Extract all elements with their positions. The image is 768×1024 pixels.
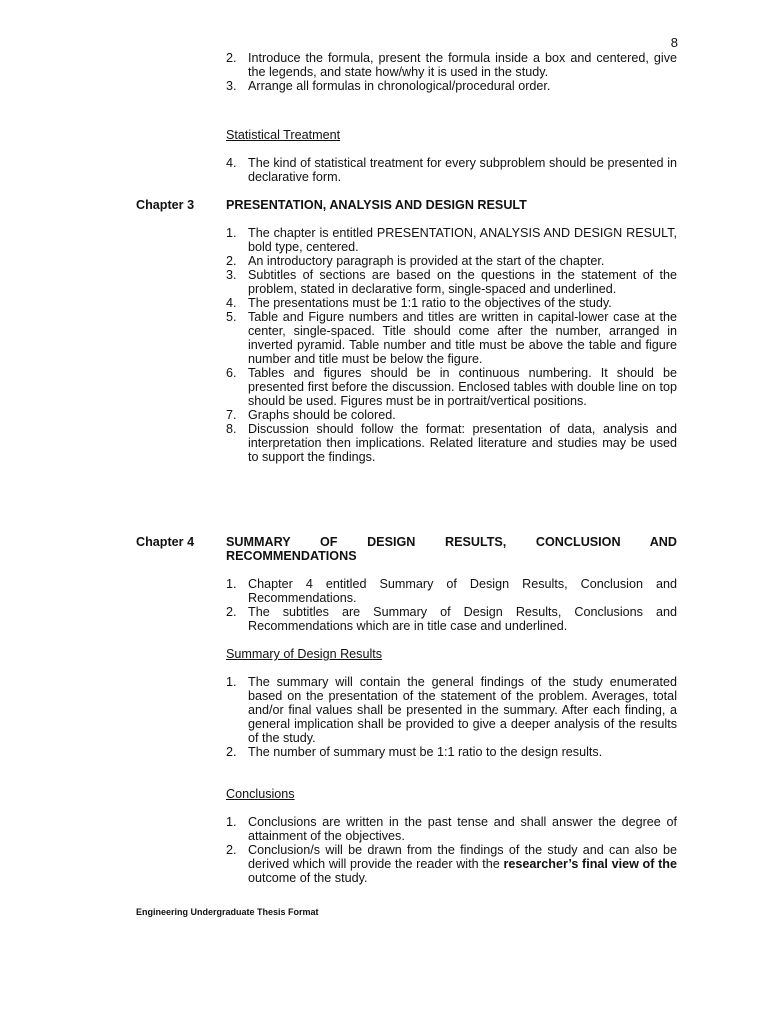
chapter-4-label: Chapter 4 xyxy=(136,535,195,549)
statistical-treatment-list xyxy=(226,156,677,184)
conclusions-heading: Conclusions xyxy=(226,787,295,801)
list-item: 3. Subtitles of sections are based on the questions in the statement of the problem, stated in declarative form, single-spaced and underlined. xyxy=(226,268,677,296)
list-item: 1. Chapter 4 entitled Summary of Design Results, Conclusion and Recommendations. xyxy=(226,577,677,605)
list-item: 1. The chapter is entitled PRESENTATION, ANALYSIS AND DESIGN RESULT, bold type, centered. xyxy=(226,226,677,254)
summary-of-design-results-list xyxy=(226,675,677,759)
list-item: 3. Arrange all formulas in chronological/procedural order. xyxy=(226,79,551,93)
list-item: 8. Discussion should follow the format: presentation of data, analysis and interpretation then implications. Related literature and studies may be used to support the findings. xyxy=(226,422,677,464)
chapter-4-title-line-2: RECOMMENDATIONS xyxy=(226,549,357,563)
list-item: 7. Graphs should be colored. xyxy=(226,408,396,422)
chapter-3-title: PRESENTATION, ANALYSIS AND DESIGN RESULT xyxy=(226,198,527,212)
list-item: 2. Introduce the formula, present the formula inside a box and centered, give the legends, and state how/why it is used in the study. xyxy=(226,51,677,79)
chapter-4-title xyxy=(226,535,677,563)
summary-of-design-results-heading: Summary of Design Results xyxy=(226,647,383,661)
page-number: 8 xyxy=(670,35,678,50)
statistical-treatment-heading: Statistical Treatment xyxy=(226,128,341,142)
list-item: 4. The kind of statistical treatment for every subproblem should be presented in declarative form. xyxy=(226,156,677,184)
list-item: 2. The subtitles are Summary of Design Results, Conclusions and Recommendations which are in title case and underlined. xyxy=(226,605,677,633)
list-item: 5. Table and Figure numbers and titles are written in capital-lower case at the center, single-spaced. Title should come after the number, arranged in inverted pyramid. Table number and title must be above the table and figure number and title must be below the figure. xyxy=(226,310,677,366)
chapter-4-list xyxy=(226,577,677,633)
list-item: 2. An introductory paragraph is provided at the start of the chapter. xyxy=(226,254,605,268)
list-item: 6. Tables and figures should be in continuous numbering. It should be presented first before the discussion. Enclosed tables with double line on top should be used. Figures must be in portrait/vertical positions. xyxy=(226,366,677,408)
list-item: 1. Conclusions are written in the past tense and shall answer the degree of attainment of the objectives. xyxy=(226,815,677,843)
footer: Engineering Undergraduate Thesis Format xyxy=(136,907,319,917)
chapter-4-title-line-1: SUMMARY OF DESIGN RESULTS, CONCLUSION AND xyxy=(226,535,677,549)
list-item: 2. Conclusion/s will be drawn from the findings of the study and can also be derived which will provide the reader with the researcher’s final view of the outcome of the study. xyxy=(226,843,677,885)
list-item: 4. The presentations must be 1:1 ratio to the objectives of the study. xyxy=(226,296,612,310)
formula-list xyxy=(226,51,677,93)
chapter-3-list xyxy=(226,226,677,464)
chapter-3-label: Chapter 3 xyxy=(136,198,195,212)
list-item: 1. The summary will contain the general findings of the study enumerated based on the presentation of the statement of the problem. Averages, total and/or final values shall be presented in the summary. After each finding, a general implication shall be provided to give a deeper analysis of the results of the study. xyxy=(226,675,677,745)
list-item: 2. The number of summary must be 1:1 ratio to the design results. xyxy=(226,745,603,759)
conclusions-list xyxy=(226,815,677,885)
